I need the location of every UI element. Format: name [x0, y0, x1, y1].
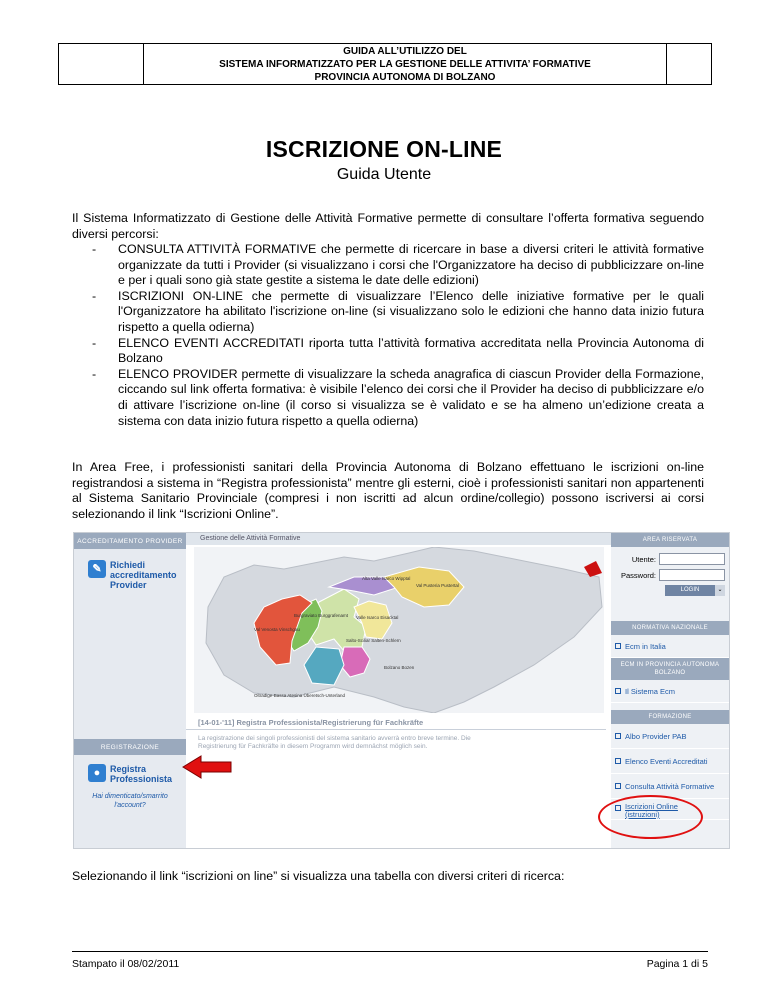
paths-list: [92, 242, 704, 429]
sistema-ecm-link[interactable]: Il Sistema Ecm: [611, 680, 729, 703]
intro-paragraph: Il Sistema Informatizzato di Gestione delle Attività Formative permette di consultare l’offerta formativa seguendo diversi percorsi:: [72, 211, 704, 241]
password-input[interactable]: [659, 569, 725, 581]
map-label: Val Venosta Vinschgau: [254, 627, 300, 632]
formazione-header: FORMAZIONE: [611, 710, 729, 724]
selection-paragraph: Selezionando il link “iscrizioni on line” si visualizza una tabella con diversi criteri di ricerca:: [72, 869, 565, 883]
square-bullet-icon: [615, 758, 621, 764]
consulta-attivita-link[interactable]: Consulta Attività Formative: [611, 774, 729, 799]
header-line-3: PROVINCIA AUTONOMA DI BOLZANO: [314, 71, 496, 83]
map-label: Burgraviato Burggrafenamt: [294, 613, 349, 618]
news-body: Registrierung für Fachkräfte in diesem Programm wird demnächst möglich sein.: [198, 743, 428, 750]
square-bullet-icon: [615, 688, 621, 694]
main-content: [186, 533, 611, 848]
login-button[interactable]: LOGIN ⌄: [665, 585, 725, 596]
elenco-eventi-link[interactable]: Elenco Eventi Accreditati: [611, 749, 729, 774]
username-label: Utente:: [631, 554, 656, 564]
normativa-header: NORMATIVA NAZIONALE: [611, 621, 729, 635]
map-label: Alta Valle Isarco Wipptal: [362, 576, 411, 581]
forgot-account-link[interactable]: Hai dimenticato/smarrito l'account?: [92, 793, 168, 809]
page-subtitle: Guida Utente: [336, 166, 432, 183]
province-map[interactable]: [194, 547, 604, 713]
map-label: Salto-Sciliar Salten-Schlern: [346, 638, 401, 643]
red-arrow-annotation: [181, 754, 233, 780]
iscrizioni-online-link[interactable]: Iscrizioni Online (istruzioni): [611, 799, 729, 820]
pen-icon: ✎: [88, 560, 106, 578]
square-bullet-icon: [615, 643, 621, 649]
embedded-screenshot: [73, 532, 730, 849]
square-bullet-icon: [615, 783, 621, 789]
request-accreditation-button[interactable]: ✎ Richiedi accreditamento Provider: [88, 560, 177, 590]
user-icon: ●: [88, 764, 106, 782]
page-title: ISCRIZIONE ON-LINE: [265, 136, 503, 162]
istruzioni-link[interactable]: (istruzioni): [625, 810, 660, 819]
area-riservata-header: AREA RISERVATA: [611, 533, 729, 547]
news-item: [186, 717, 606, 751]
register-professional-button[interactable]: ● Registra Professionista: [88, 764, 172, 784]
list-item: - ELENCO EVENTI ACCREDITATI riporta tutta l’attività formativa accreditata nella Provincia Autonoma di Bolzano: [92, 336, 704, 367]
map-label: Valle Isarco Eisacktal: [356, 615, 399, 620]
document-header: [58, 43, 712, 85]
username-input[interactable]: [659, 553, 725, 565]
news-body: La registrazione dei singoli professionisti del sistema sanitario avverrà entro breve termine. Die: [198, 735, 471, 742]
left-sidebar: [74, 533, 186, 848]
map-label: Bolzano Bozen: [384, 665, 415, 670]
chevron-down-icon: ⌄: [715, 585, 725, 596]
map-label: Val Pusteria Pustertal: [416, 583, 459, 588]
header-line-1: GUIDA ALL’UTILIZZO DEL: [343, 45, 467, 57]
list-item: - ELENCO PROVIDER permette di visualizzare la scheda anagrafica di ciascun Provider della Formazione, ciccando sul link offerta formativa: è visibile l’elenco dei corsi che il Provider ha deciso di pubblicizzare e/o di attivare l’iscrizione on-line (il corso si visualizza se è validato e se ha almeno un’edizione creata a sistema con data inizio futura rispetto a quella odierna): [92, 367, 704, 429]
albo-provider-link[interactable]: Albo Provider PAB: [611, 724, 729, 749]
password-label: Password:: [620, 570, 656, 580]
map-graphic: [194, 547, 604, 713]
ecm-italia-link[interactable]: Ecm in Italia: [611, 635, 729, 658]
content-title: Gestione delle Attività Formative: [186, 533, 611, 545]
list-item: - ISCRIZIONI ON-LINE che permette di visualizzare l’Elenco delle iniziative formative per le quali l'Organizzatore ha abilitato l'iscrizione on-line (si visualizzano solo le edizioni che hanno data inizio futura rispetto a quella odierna): [92, 289, 704, 336]
page-number: Pagina 1 di 5: [646, 958, 708, 970]
map-label: Oltradige-Bassa Atesina Überetsch-Unterland: [254, 693, 346, 698]
red-circle-annotation: [598, 795, 703, 839]
square-bullet-icon: [615, 733, 621, 739]
area-free-paragraph: In Area Free, i professionisti sanitari della Provincia Autonoma di Bolzano effettuano le iscrizioni on-line registrandosi a sistema in “Registra professionista” mentre gli esterni, cioè i professionisti sanitari non appartenenti al Sistema Sanitario Provinciale (compresi i non iscritti ad alcun ordine/collegio) possono iscriversi ai corsi selezionando il link “Iscrizioni Online”.: [72, 460, 704, 521]
ecm-bolzano-header: ECM IN PROVINCIA AUTONOMA BOLZANO: [611, 658, 729, 680]
list-item: - CONSULTA ATTIVITÀ FORMATIVE che permette di ricercare in base a diversi criteri le attività formative organizzate da tutti i Provider (si visualizzano i corsi che l'Organizzatore ha deciso di pubblicizzare on-line e per i quali sono già state gestite a sistema le date delle edizioni): [92, 242, 704, 289]
news-title: [14-01-'11] Registra Professionista/Registrierung für Fachkräfte: [186, 717, 606, 730]
header-line-2: SISTEMA INFORMATIZZATO PER LA GESTIONE DELLE ATTIVITA’ FORMATIVE: [219, 58, 591, 70]
registrazione-header: REGISTRAZIONE: [74, 739, 186, 755]
print-date: Stampato il 08/02/2011: [72, 958, 180, 970]
accreditamento-header: ACCREDITAMENTO PROVIDER: [74, 533, 186, 549]
page-footer: [72, 951, 708, 970]
